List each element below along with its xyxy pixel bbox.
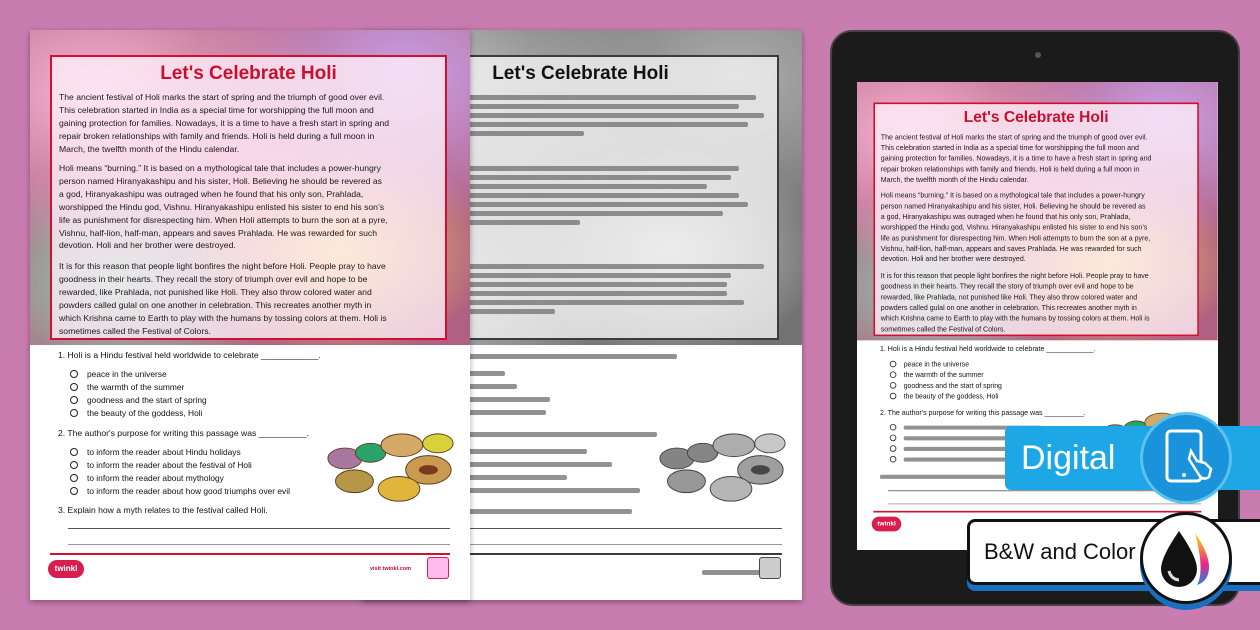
paragraph-1 — [59, 91, 389, 156]
option[interactable] — [890, 371, 984, 379]
option[interactable] — [70, 473, 224, 483]
twinkl-logo: twinkl — [48, 560, 84, 578]
option-label: to inform the reader about Hindu holidays — [87, 447, 241, 457]
text-line: rewarded, like Prahlada, not punished like Holi. They also throw colored water and — [59, 286, 372, 297]
text-line: repair broken relationships with family and friends. Holi is held during a full moon in — [880, 164, 1140, 173]
worksheet-title: Let's Celebrate Holi — [160, 63, 337, 84]
ink-drops-icon — [1140, 512, 1232, 604]
text-line: goodness in their hearts. They recall the story of triumph over evil and hope to be — [880, 282, 1134, 291]
option-label: goodness and the start of spring — [903, 381, 1002, 390]
twinkl-badge-icon — [427, 557, 449, 579]
text-line: life as punishment for disrespecting him. When Holi attempts to burn the son at a pyre, — [59, 214, 388, 225]
option-label: the warmth of the summer — [903, 370, 984, 379]
worksheet-title: Let's Celebrate Holi — [492, 63, 669, 84]
text-line: goodness in their hearts. They recall the story of triumph over evil and hope to be — [59, 273, 368, 284]
radio-button[interactable] — [890, 361, 897, 368]
radio-button[interactable] — [890, 456, 897, 463]
question-1: 1. Holi is a Hindu festival held worldwide to celebrate ____________. — [879, 344, 1096, 353]
food-illustration — [326, 430, 454, 505]
text-line: The ancient festival of Holi marks the start of spring and the triumph of good over evil. — [880, 132, 1148, 142]
radio-button[interactable] — [70, 383, 78, 391]
text-line: sometimes called the Festival of Colors. — [880, 324, 1006, 333]
option-label: goodness and the start of spring — [87, 395, 207, 405]
text-line: The ancient festival of Holi marks the start of spring and the triumph of good over evil. — [59, 92, 385, 102]
worksheet-title: Let's Celebrate Holi — [963, 109, 1109, 127]
text-line: sometimes called the Festival of Colors. — [59, 325, 211, 336]
question-2: 2. The author's purpose for writing this passage was __________. — [879, 408, 1086, 417]
twinkl-badge-icon — [759, 557, 781, 579]
option-label: peace in the universe — [903, 359, 970, 369]
option-label: to inform the reader about how good triumphs over evil — [87, 486, 290, 496]
option[interactable] — [70, 486, 290, 496]
radio-button[interactable] — [890, 393, 897, 400]
radio-button[interactable] — [890, 424, 897, 431]
text-line: March, the twelfth month of the Hindu calendar. — [59, 143, 240, 154]
radio-button[interactable] — [890, 435, 897, 442]
option-label: the warmth of the summer — [87, 382, 185, 392]
answer-line[interactable] — [68, 528, 450, 529]
text-line: This celebration started in India as a special time for worshipping the full moon and — [59, 104, 374, 115]
header-image — [30, 30, 470, 345]
option[interactable] — [70, 382, 184, 392]
option[interactable] — [890, 392, 999, 400]
answer-line[interactable] — [68, 544, 450, 545]
camera-icon — [1035, 52, 1041, 58]
option[interactable] — [70, 460, 252, 470]
text-line: Vishnu, half-lion, half-man, appears and saves Prahlada. He was rewarded for such — [880, 243, 1142, 253]
paragraph-2 — [59, 162, 388, 252]
text-line: a god, Hiranyakashipu was outraged when he found that his only son, Prahlada, — [59, 188, 364, 199]
text-line: Holi means “burning.” It is based on a mythological tale that includes a power-hungry — [59, 163, 381, 173]
twinkl-logo: twinkl — [872, 517, 902, 532]
radio-button[interactable] — [70, 487, 78, 495]
option-label: peace in the universe — [87, 369, 167, 379]
text-line: Holi means “burning.” It is based on a mythological tale that includes a power-hungry — [880, 191, 1145, 200]
text-line: It is for this reason that people light bonfires the night before Holi. People pray to have — [880, 271, 1149, 280]
text-line: which Krishna came to Earth to play with the humans by tossing colors at them. Holi is — [59, 312, 387, 323]
option[interactable] — [70, 369, 167, 379]
paragraph-1 — [881, 132, 1152, 185]
radio-button[interactable] — [70, 461, 78, 469]
visit-link[interactable]: visit twinkl.com — [370, 566, 411, 572]
text-line: Vishnu, half-lion, half-man, appears and saves Prahlada. He was rewarded for such — [59, 227, 377, 238]
digital-badge: Digital — [1005, 426, 1260, 490]
footer-divider — [50, 553, 450, 555]
radio-button[interactable] — [70, 448, 78, 456]
bw-and-color-badge: B&W and Color — [967, 519, 1260, 585]
text-line: devotion. Holi and her brother were destroyed. — [59, 240, 236, 251]
passage-box — [50, 55, 447, 340]
text-line: powders called gulal on one another in celebration. This recreates another myth in — [59, 299, 372, 310]
text-line: gaining protection for families. Nowadays, it is a time to have a fresh start in spring and — [880, 154, 1152, 163]
radio-button[interactable] — [70, 409, 78, 417]
radio-button[interactable] — [890, 382, 897, 389]
option[interactable] — [70, 447, 241, 457]
text-line: worshipped the Hindu god, Vishnu. Hiranyakashipu enlisted his sister to end his son’s — [59, 201, 385, 212]
option[interactable] — [890, 360, 969, 368]
option-label: the beauty of the goddess, Holi — [87, 408, 203, 418]
text-line: worshipped the Hindu god, Vishnu. Hiranyakashipu enlisted his sister to end his son’s — [880, 222, 1148, 232]
text-line: gaining protection for families. Nowadays, it is a time to have a fresh start in spring and — [59, 117, 390, 128]
text-line: powders called gulal on one another in celebration. This recreates another myth in — [880, 303, 1137, 312]
paragraph-2 — [881, 190, 1150, 264]
color-worksheet — [30, 30, 470, 600]
option-label: to inform the reader about the festival of Holi — [87, 460, 252, 470]
text-line: life as punishment for disrespecting him. When Holi attempts to burn the son at a pyre, — [880, 233, 1151, 242]
text-line: devotion. Holi and her brother were destroyed. — [880, 254, 1026, 263]
tablet-touch-icon — [1140, 412, 1232, 504]
text-line: a god, Hiranyakashipu was outraged when he found that his only son, Prahlada, — [880, 212, 1131, 221]
text-line: person named Hiranyakashipu and his sister, Holi. Believing he should be revered as — [880, 201, 1146, 210]
text-line: It is for this reason that people light bonfires the night before Holi. People pray to have — [59, 261, 386, 271]
text-line: rewarded, like Prahlada, not punished like Holi. They also throw colored water and — [880, 292, 1138, 301]
question-1: 1. Holi is a Hindu festival held worldwide to celebrate ____________. — [58, 350, 321, 360]
radio-button[interactable] — [70, 370, 78, 378]
text-line: March, the twelfth month of the Hindu calendar. — [880, 175, 1029, 184]
answer-line[interactable] — [888, 503, 1201, 504]
header-image — [857, 82, 1218, 340]
footer-divider — [873, 511, 1201, 513]
text-line: which Krishna came to Earth to play with the humans by tossing colors at them. Holi is — [880, 313, 1150, 322]
option-label: the beauty of the goddess, Holi — [903, 391, 999, 401]
radio-button[interactable] — [890, 371, 897, 378]
option[interactable] — [70, 408, 202, 418]
option[interactable] — [70, 395, 207, 405]
option[interactable] — [890, 381, 1002, 389]
text-line: This celebration started in India as a special time for worshipping the full moon and — [880, 143, 1139, 152]
passage-box — [873, 103, 1199, 337]
radio-button[interactable] — [890, 445, 897, 452]
paragraph-3 — [59, 260, 387, 337]
question-2: 2. The author's purpose for writing this passage was __________. — [58, 428, 309, 438]
text-line: repair broken relationships with family and friends. Holi is held during a full moon in — [59, 130, 375, 141]
paragraph-3 — [881, 271, 1150, 334]
question-3: 3. Explain how a myth relates to the festival called Holi. — [58, 505, 268, 515]
option-label: to inform the reader about mythology — [87, 473, 224, 483]
radio-button[interactable] — [70, 396, 78, 404]
text-line: person named Hiranyakashipu and his sister, Holi. Believing he should be revered as — [59, 175, 382, 186]
food-illustration — [658, 430, 786, 505]
radio-button[interactable] — [70, 474, 78, 482]
